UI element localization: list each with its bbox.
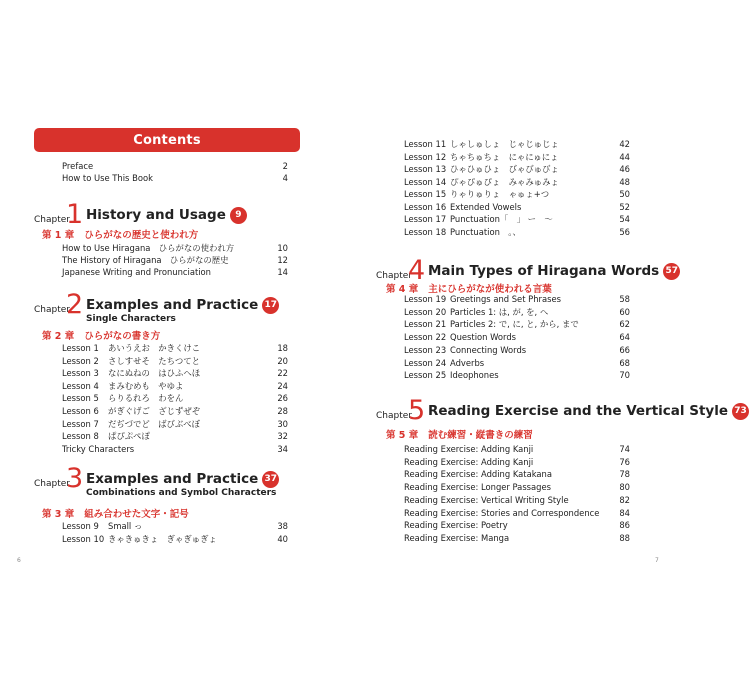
- toc-entry[interactable]: [404, 507, 630, 519]
- toc-entry[interactable]: [404, 532, 630, 544]
- entry-page: 14: [277, 267, 288, 277]
- lesson-title: ぴゃぴゅぴょ みゃみゅみょ: [450, 176, 559, 187]
- toc-entry[interactable]: [404, 293, 630, 305]
- entry-page: 56: [619, 226, 630, 237]
- entry-page: 46: [619, 164, 630, 174]
- lesson-title: まみむめも やゆよ: [108, 380, 184, 391]
- chapter-page-badge: 9: [230, 207, 247, 224]
- toc-entry[interactable]: [404, 176, 630, 188]
- chapter-title-wrap: [86, 207, 247, 224]
- entry-page: 2: [282, 161, 288, 171]
- chapter-word: Chapter: [34, 479, 70, 489]
- toc-entry[interactable]: [404, 443, 630, 455]
- lesson-title: あいうえお かきくけこ: [108, 343, 201, 353]
- chapter-jp-text: 主にひらがなが使われる言葉: [428, 284, 552, 295]
- chapter-jp-text: 組み合わせた文字・記号: [84, 509, 189, 520]
- lesson-number: Lesson 6: [62, 406, 99, 416]
- entry-label: [404, 176, 559, 188]
- lesson-title: Small っ: [108, 521, 143, 531]
- entry-page: 20: [277, 355, 288, 366]
- toc-entry[interactable]: [404, 331, 630, 343]
- toc-entry[interactable]: [404, 151, 630, 163]
- toc-entry[interactable]: [62, 160, 288, 172]
- lesson-number: Lesson 10: [62, 534, 105, 544]
- entry-label: How to Use This Book: [62, 173, 153, 183]
- entry-page: 62: [619, 319, 630, 330]
- entry-label: [404, 213, 553, 225]
- toc-entry[interactable]: [404, 344, 630, 356]
- lesson-title: Particles 1: は, が, を, へ: [450, 306, 549, 317]
- chapter-number: 2: [66, 289, 84, 320]
- entry-page: 80: [619, 482, 630, 493]
- entry-page: 70: [619, 370, 630, 381]
- entry-label: Reading Exercise: Adding Katakana: [404, 469, 552, 480]
- lesson-title: Extended Vowels: [450, 201, 522, 212]
- entry-label: Reading Exercise: Adding Kanji: [404, 456, 534, 467]
- entry-label: [404, 293, 561, 305]
- entry-label: [404, 357, 484, 369]
- lesson-title: なにぬねの はひふへほ: [108, 368, 201, 379]
- chapter-number: 3: [66, 463, 84, 494]
- lesson-number: Lesson 3: [62, 368, 99, 379]
- lesson-number: Lesson 11: [404, 139, 447, 149]
- chapter-title-wrap: [86, 471, 279, 488]
- entry-page: 28: [277, 406, 288, 416]
- entry-label: [404, 163, 559, 175]
- chapter-jp-title: [42, 328, 160, 342]
- entry-page: 4: [282, 173, 288, 183]
- lesson-title: ちゃちゅちょ にゃにゅにょ: [450, 151, 559, 162]
- lesson-title: Particles 2: で, に, と, から, まで: [450, 319, 579, 330]
- lesson-number: Lesson 19: [404, 294, 447, 304]
- chapter-title-wrap: [428, 263, 680, 280]
- lesson-title: Punctuation 。、: [450, 226, 521, 237]
- chapter-page-badge: 73: [732, 403, 749, 420]
- entry-page: 68: [619, 357, 630, 368]
- lesson-number: Lesson 22: [404, 332, 447, 343]
- lesson-number: Lesson 13: [404, 164, 447, 174]
- chapter-number: 5: [408, 395, 426, 426]
- entry-page: 34: [277, 443, 288, 454]
- lesson-number: Lesson 15: [404, 189, 447, 199]
- entry-page: 26: [277, 393, 288, 404]
- chapter-jp-title: [386, 427, 533, 441]
- toc-entry[interactable]: [62, 172, 288, 184]
- toc-entry[interactable]: [62, 443, 288, 455]
- toc-entry[interactable]: [62, 520, 288, 532]
- entry-page: 38: [277, 521, 288, 531]
- chapter-jp-number: 第 5 章: [386, 430, 419, 441]
- chapter-title: Reading Exercise and the Vertical Style: [428, 403, 728, 419]
- entry-label: Preface: [62, 161, 94, 171]
- toc-entry[interactable]: [404, 138, 630, 150]
- toc-entry[interactable]: [404, 163, 630, 175]
- chapter-page-badge: 17: [262, 297, 279, 314]
- toc-entry[interactable]: [404, 188, 630, 200]
- entry-label: How to Use Hiragana ひらがなの使われ方: [62, 243, 235, 253]
- entry-page: 74: [619, 444, 630, 454]
- chapter-jp-number: 第 4 章: [386, 284, 419, 295]
- chapter-word: Chapter: [376, 411, 412, 421]
- toc-entry[interactable]: [62, 367, 288, 379]
- chapter-title-wrap: [428, 403, 749, 420]
- entry-label: [62, 355, 200, 367]
- toc-entry[interactable]: [404, 201, 630, 213]
- entry-label: [62, 405, 200, 417]
- lesson-number: Lesson 23: [404, 344, 447, 355]
- entry-page: 84: [619, 507, 630, 518]
- entry-label: Reading Exercise: Longer Passages: [404, 482, 552, 493]
- toc-entry[interactable]: [62, 405, 288, 417]
- lesson-number: Lesson 2: [62, 355, 99, 366]
- chapter-heading[interactable]: [376, 255, 678, 286]
- lesson-title: Greetings and Set Phrases: [450, 294, 561, 304]
- page-number-right: 7: [655, 557, 659, 564]
- lesson-number: Lesson 5: [62, 393, 99, 404]
- entry-label: Tricky Characters: [62, 443, 135, 454]
- entry-label: Reading Exercise: Stories and Correspondence: [404, 507, 600, 518]
- toc-entry[interactable]: [404, 456, 630, 468]
- toc-entry[interactable]: [62, 392, 288, 404]
- lesson-title: さしすせそ たちつてと: [108, 355, 201, 366]
- chapter-word: Chapter: [34, 215, 70, 225]
- chapter-jp-number: 第 2 章: [42, 331, 75, 342]
- entry-label: Reading Exercise: Vertical Writing Style: [404, 494, 569, 505]
- lesson-number: Lesson 1: [62, 343, 99, 353]
- lesson-title: Ideophones: [450, 370, 499, 381]
- chapter-page-badge: 57: [663, 263, 680, 280]
- lesson-title: だぢづでど ばびぶべぼ: [108, 418, 201, 429]
- lesson-title: らりるれろ わをん: [108, 393, 184, 404]
- lesson-title: きゃきゅきょ ぎゃぎゅぎょ: [108, 534, 217, 544]
- entry-page: 10: [277, 243, 288, 253]
- lesson-number: Lesson 25: [404, 370, 447, 381]
- toc-entry[interactable]: [62, 430, 288, 442]
- toc-entry[interactable]: [62, 342, 288, 354]
- lesson-number: Lesson 14: [404, 176, 447, 187]
- entry-label: The History of Hiragana ひらがなの歴史: [62, 255, 229, 265]
- chapter-title-wrap: [86, 297, 279, 314]
- toc-entry[interactable]: [404, 306, 630, 318]
- lesson-title: ひゃひゅひょ びゃびゅびょ: [450, 164, 559, 174]
- toc-entry[interactable]: [404, 226, 630, 238]
- toc-entry[interactable]: [404, 318, 630, 330]
- toc-entry[interactable]: [62, 355, 288, 367]
- lesson-title: りゃりゅりょ ゃゅょ+つ: [450, 189, 550, 199]
- entry-page: 82: [619, 494, 630, 505]
- chapter-title: Examples and Practice: [86, 471, 259, 487]
- entry-label: [404, 369, 499, 381]
- entry-label: Reading Exercise: Adding Kanji: [404, 444, 534, 454]
- toc-entry[interactable]: [404, 213, 630, 225]
- entry-label: [62, 380, 183, 392]
- entry-page: 60: [619, 306, 630, 317]
- entry-label: [404, 344, 526, 356]
- entry-page: 86: [619, 520, 630, 531]
- chapter-title: History and Usage: [86, 207, 226, 223]
- contents-banner: Contents: [34, 128, 300, 152]
- entry-page: 88: [619, 532, 630, 543]
- entry-label: [404, 138, 559, 150]
- entry-page: 18: [277, 343, 288, 353]
- toc-entry[interactable]: [62, 380, 288, 392]
- entry-page: 52: [619, 201, 630, 212]
- chapter-title: Examples and Practice: [86, 297, 259, 313]
- chapter-jp-title: [42, 227, 198, 241]
- lesson-title: がぎぐげご ざじずぜぞ: [108, 406, 201, 416]
- chapter-heading[interactable]: [34, 199, 292, 230]
- chapter-jp-title: [42, 506, 189, 520]
- lesson-title: しゃしゅしょ じゃじゅじょ: [450, 139, 559, 149]
- entry-label: [404, 188, 549, 200]
- lesson-number: Lesson 24: [404, 357, 447, 368]
- entry-label: Reading Exercise: Poetry: [404, 520, 508, 531]
- toc-entry[interactable]: [404, 519, 630, 531]
- chapter-subtitle: Single Characters: [86, 314, 176, 324]
- toc-entry[interactable]: [404, 468, 630, 480]
- entry-page: 12: [277, 255, 288, 265]
- entry-page: 78: [619, 469, 630, 480]
- lesson-number: Lesson 17: [404, 214, 447, 224]
- entry-page: 54: [619, 214, 630, 224]
- lesson-title: Connecting Words: [450, 344, 527, 355]
- toc-entry[interactable]: [404, 494, 630, 506]
- toc-entry[interactable]: [62, 533, 288, 545]
- entry-label: [62, 430, 150, 442]
- toc-entry[interactable]: [62, 242, 288, 254]
- entry-label: [404, 331, 516, 343]
- lesson-number: Lesson 18: [404, 226, 447, 237]
- lesson-title: ぱぴぷぺぽ: [108, 431, 150, 442]
- entry-label: [404, 226, 521, 238]
- chapter-subtitle: Combinations and Symbol Characters: [86, 488, 277, 498]
- entry-page: 48: [619, 176, 630, 187]
- entry-label: [62, 533, 217, 545]
- entry-page: 30: [277, 418, 288, 429]
- page-number-left: 6: [17, 557, 21, 564]
- entry-page: 24: [277, 380, 288, 391]
- entry-label: [62, 342, 200, 354]
- chapter-heading[interactable]: [376, 395, 747, 426]
- entry-label: [62, 520, 142, 532]
- entry-label: [404, 201, 521, 213]
- chapter-word: Chapter: [34, 305, 70, 315]
- entry-label: [404, 306, 548, 318]
- entry-page: 76: [619, 456, 630, 467]
- chapter-number: 4: [408, 255, 426, 286]
- toc-entry[interactable]: [404, 481, 630, 493]
- chapter-jp-text: ひらがなの書き方: [84, 331, 161, 342]
- lesson-number: Lesson 8: [62, 431, 99, 442]
- lesson-title: Punctuation「 」 ー 〜: [450, 214, 553, 224]
- entry-page: 58: [619, 294, 630, 304]
- entry-label: Reading Exercise: Manga: [404, 532, 510, 543]
- entry-page: 44: [619, 151, 630, 162]
- entry-label: [62, 367, 200, 379]
- lesson-number: Lesson 4: [62, 380, 99, 391]
- lesson-number: Lesson 9: [62, 521, 99, 531]
- chapter-page-badge: 37: [262, 471, 279, 488]
- entry-label: [404, 318, 579, 330]
- chapter-jp-number: 第 3 章: [42, 509, 75, 520]
- entry-page: 50: [619, 189, 630, 199]
- lesson-title: Adverbs: [450, 357, 485, 368]
- entry-page: 22: [277, 368, 288, 379]
- toc-entry[interactable]: [62, 418, 288, 430]
- lesson-number: Lesson 21: [404, 319, 447, 330]
- lesson-number: Lesson 7: [62, 418, 99, 429]
- chapter-title: Main Types of Hiragana Words: [428, 263, 660, 279]
- entry-label: [62, 418, 200, 430]
- lesson-title: Question Words: [450, 332, 517, 343]
- chapter-number: 1: [66, 199, 84, 230]
- toc-entry[interactable]: [404, 357, 630, 369]
- toc-entry[interactable]: [62, 254, 288, 266]
- chapter-jp-text: ひらがなの歴史と使われ方: [84, 230, 199, 241]
- lesson-number: Lesson 16: [404, 201, 447, 212]
- entry-label: Japanese Writing and Pronunciation: [62, 267, 211, 277]
- lesson-number: Lesson 20: [404, 306, 447, 317]
- chapter-jp-number: 第 1 章: [42, 230, 75, 241]
- entry-page: 64: [619, 332, 630, 343]
- toc-entry[interactable]: [62, 266, 288, 278]
- entry-page: 66: [619, 344, 630, 355]
- entry-label: [404, 151, 558, 163]
- entry-label: [62, 392, 183, 404]
- toc-entry[interactable]: [404, 369, 630, 381]
- entry-page: 42: [619, 139, 630, 149]
- lesson-number: Lesson 12: [404, 151, 447, 162]
- entry-page: 32: [277, 431, 288, 442]
- entry-page: 40: [277, 534, 288, 544]
- chapter-jp-text: 読む練習・縦書きの練習: [428, 430, 533, 441]
- chapter-word: Chapter: [376, 271, 412, 281]
